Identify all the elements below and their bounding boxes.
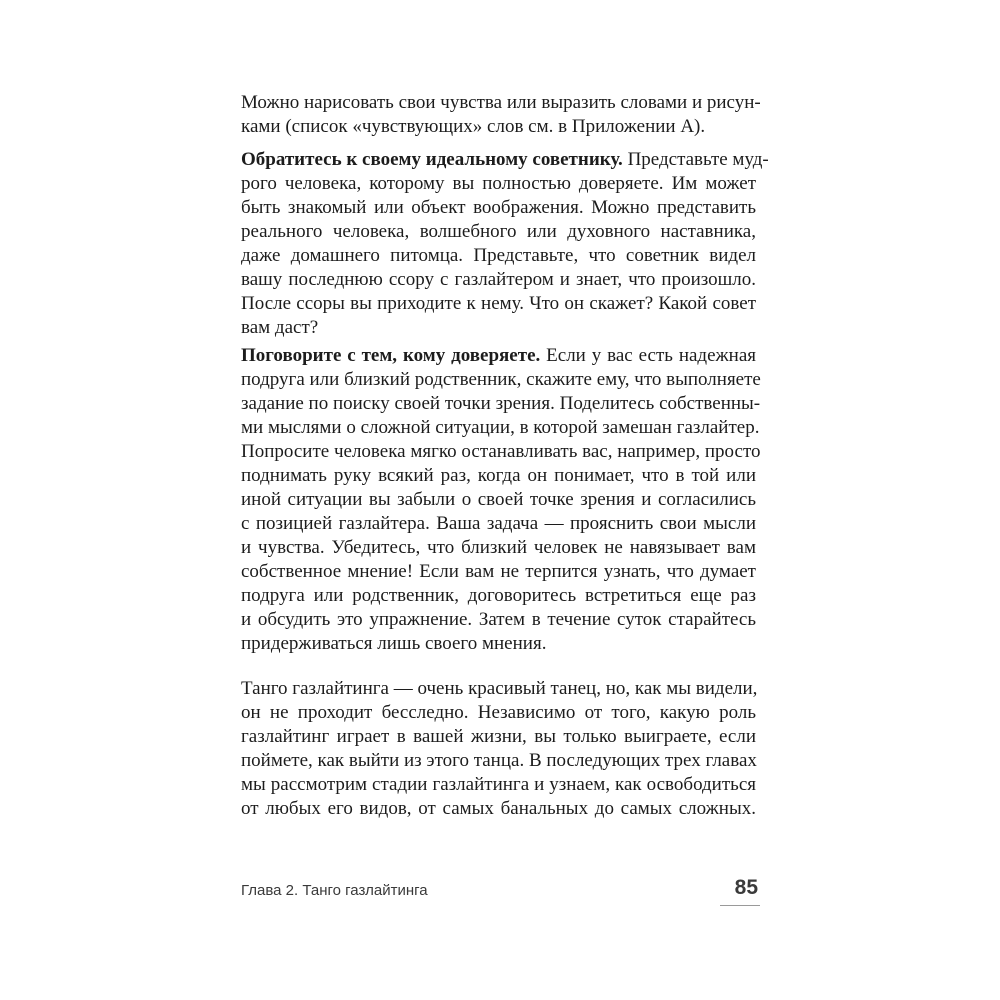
text-line: подруга или родственник, договоритесь встретиться еще раз (241, 585, 756, 606)
paragraph-lead: Обратитесь к своему идеальному советнику. (241, 149, 623, 170)
text-line: Танго газлайтинга — очень красивый танец, но, как мы видели, (241, 678, 758, 699)
paragraph-2 (241, 148, 769, 340)
text-line: и обсудить это упражнение. Затем в течение суток старайтесь (241, 609, 756, 630)
paragraph-3 (241, 344, 761, 656)
text-line: рого человека, которому вы полностью доверяете. Им может (241, 173, 756, 194)
paragraph-lead: Поговорите с тем, кому доверяете. (241, 345, 541, 366)
text-line: Можно нарисовать свои чувства или выразить словами и рисун- (241, 92, 761, 113)
text-line: вам даст? (241, 317, 319, 338)
page-number: 85 (734, 876, 758, 899)
text-line: придерживаться лишь своего мнения. (241, 633, 547, 654)
text-fragment: Если у вас есть надежная (540, 345, 756, 366)
text-line: поднимать руку всякий раз, когда он понимает, что в той или (241, 465, 756, 486)
text-line: собственное мнение! Если вам не терпится узнать, что думает (241, 561, 756, 582)
text-line: реального человека, волшебного или духовного наставника, (241, 221, 756, 242)
text-line: После ссоры вы приходите к нему. Что он скажет? Какой совет (241, 293, 756, 314)
text-line: подруга или близкий родственник, скажите ему, что выполняете (241, 369, 761, 390)
text-line: Попросите человека мягко останавливать вас, например, просто (241, 441, 761, 462)
text-line: от любых его видов, от самых банальных до самых сложных. (241, 798, 756, 819)
text-line: он не проходит бесследно. Независимо от того, какую роль (241, 702, 756, 723)
running-footer-chapter-title: Глава 2. Танго газлайтинга (241, 882, 428, 899)
text-line: и чувства. Убедитесь, что близкий человек не навязывает вам (241, 537, 756, 558)
text-line: с позицией газлайтера. Ваша задача — прояснить свои мысли (241, 513, 756, 534)
text-line: мы рассмотрим стадии газлайтинга и узнаем, как освободиться (241, 774, 756, 795)
paragraph-4 (241, 677, 756, 821)
text-line: газлайтинг играет в вашей жизни, вы только выиграете, если (241, 726, 756, 747)
text-line: быть знакомый или объект воображения. Можно представить (241, 197, 756, 218)
text-fragment: Представьте муд- (622, 149, 769, 170)
text-line (241, 344, 756, 368)
text-line: даже домашнего питомца. Представьте, что советник видел (241, 245, 756, 266)
text-line: вашу последнюю ссору с газлайтером и знает, что произошло. (241, 269, 756, 290)
text-line: ками (список «чувствующих» слов см. в Приложении А). (241, 116, 706, 137)
paragraph-1 (241, 91, 761, 139)
text-line: поймете, как выйти из этого танца. В последующих трех главах (241, 750, 757, 771)
text-line (241, 148, 769, 172)
text-line: иной ситуации вы забыли о своей точке зрения и согласились (241, 489, 756, 510)
text-line: ми мыслями о сложной ситуации, в которой замешан газлайтер. (241, 417, 760, 438)
page-number-rule (720, 905, 760, 906)
text-line: задание по поиску своей точки зрения. Поделитесь собственны- (241, 393, 761, 414)
